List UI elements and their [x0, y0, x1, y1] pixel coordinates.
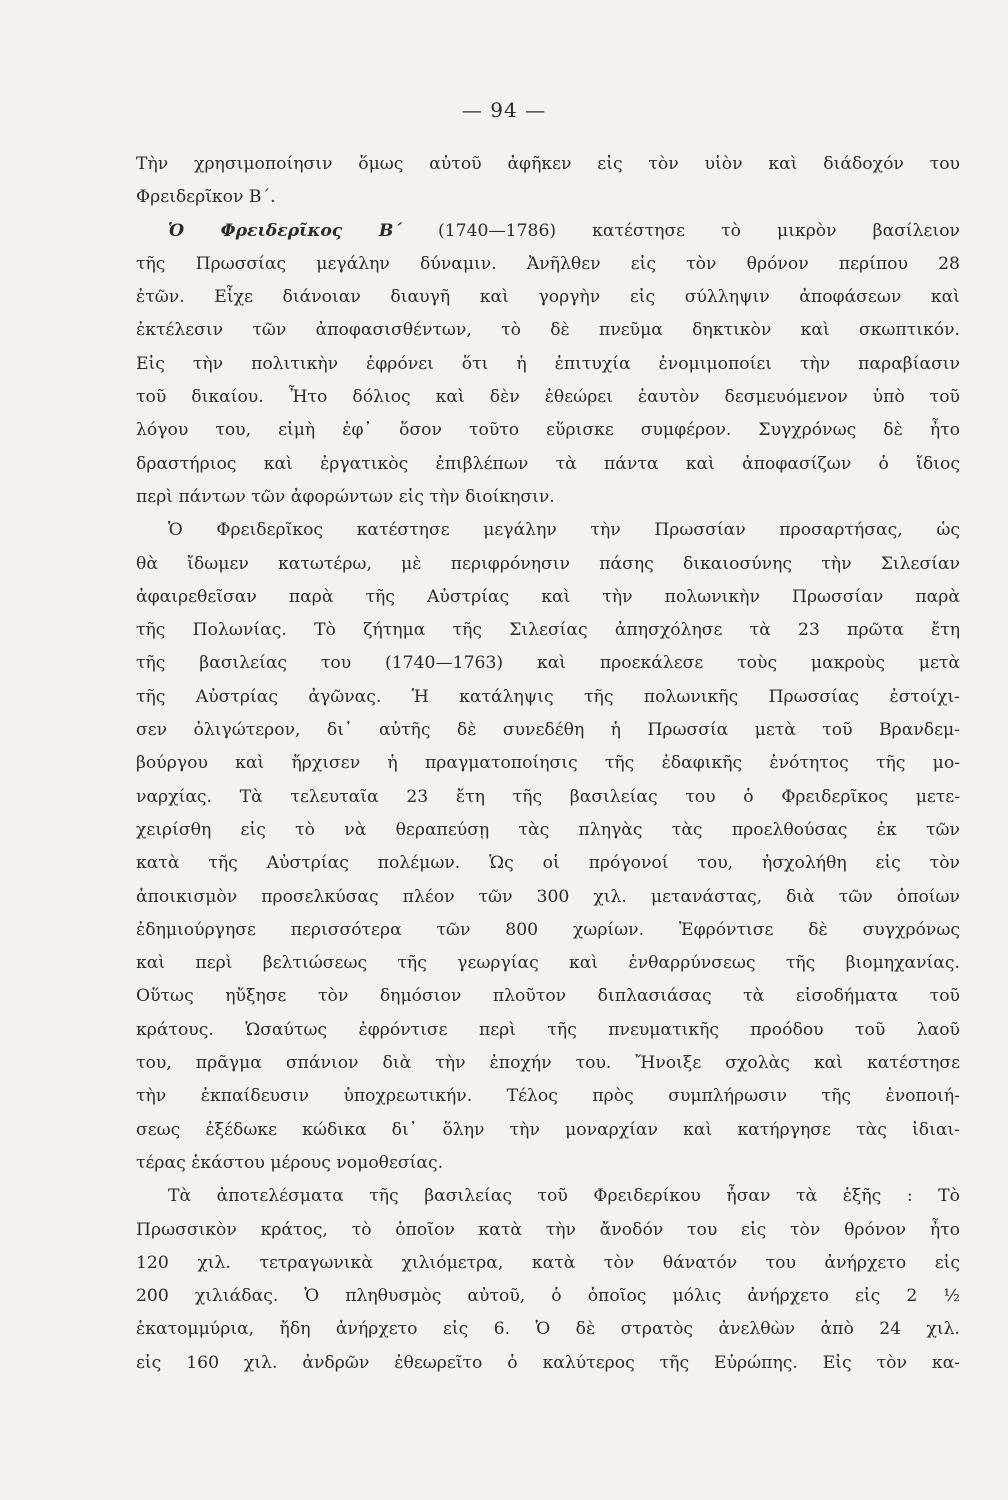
text-line: ἐκτέλεσιν τῶν ἀποφασισθέντων, τὸ δὲ πνεῦμα δηκτικὸν καὶ σκωπτικόν. — [136, 320, 960, 341]
text-line: θὰ ἴδωμεν κατωτέρω, μὲ περιφρόνησιν πάσης δικαιοσύνης τὴν Σιλεσίαν — [136, 553, 960, 574]
text-line: Εἰς τὴν πολιτικὴν ἐφρόνει ὅτι ἡ ἐπιτυχία ἐνομιμοποίει τὴν παραβίασιν — [136, 353, 960, 374]
text-line: τέρας ἑκάστου μέρους νομοθεσίας. — [136, 1152, 444, 1173]
text-line: τῆς Πρωσσίας μεγάλην δύναμιν. Ἀνῆλθεν εἰς τὸν θρόνον περίπου 28 — [136, 253, 960, 274]
text-line: λόγου του, εἰμὴ ἐφ᾽ ὅσον τοῦτο εὕρισκε συμφέρον. Συγχρόνως δὲ ἦτο — [136, 420, 960, 441]
text-line: τὴν ἐκπαίδευσιν ὑποχρεωτικήν. Τέλος πρὸς συμπλήρωσιν τῆς ἑνοποιή- — [136, 1086, 960, 1107]
page-number: — 94 — — [461, 98, 547, 122]
text-line: Τὰ ἀποτελέσματα τῆς βασιλείας τοῦ Φρειδερίκου ἦσαν τὰ ἑξῆς : Τὸ — [168, 1186, 960, 1207]
text-line: βούργου καὶ ἤρχισεν ἡ πραγματοποίησις τῆς ἐδαφικῆς ἑνότητος τῆς μο- — [136, 753, 960, 774]
paragraph-heading-line — [136, 215, 960, 248]
text-line: καὶ περὶ βελτιώσεως τῆς γεωργίας καὶ ἐνθαρρύνσεως τῆς βιομηχανίας. — [136, 953, 960, 974]
text-line: κατὰ τῆς Αὐστρίας πολέμων. Ὡς οἱ πρόγονοί του, ἠσχολήθη εἰς τὸν — [136, 853, 960, 874]
text-line: εἰς 160 χιλ. ἀνδρῶν ἐθεωρεῖτο ὁ καλύτερος τῆς Εὐρώπης. Εἰς τὸν κα- — [136, 1352, 960, 1373]
section-heading: Ὁ Φρειδερῖκος Β΄ — [168, 220, 402, 241]
text-line: 120 χιλ. τετραγωνικὰ χιλιόμετρα, κατὰ τὸν θάνατόν του ἀνήρχετο εἰς — [136, 1252, 960, 1273]
text-line: σεως ἐξέδωκε κώδικα δι᾽ ὅλην τὴν μοναρχίαν καὶ κατήργησε τὰς ἰδιαι- — [136, 1119, 960, 1140]
text-line: σεν ὀλιγώτερον, δι᾽ αὐτῆς δὲ συνεδέθη ἡ Πρωσσία μετὰ τοῦ Βρανδεμ- — [136, 720, 960, 741]
text-line: ναρχίας. Τὰ τελευταῖα 23 ἔτη τῆς βασιλείας του ὁ Φρειδερῖκος μετε- — [136, 786, 960, 807]
text-line: κράτους. Ὡσαύτως ἐφρόντισε περὶ τῆς πνευματικῆς προόδου τοῦ λαοῦ — [136, 1019, 960, 1040]
text-line: Οὕτως ηὔξησε τὸν δημόσιον πλοῦτον διπλασιάσας τὰ εἰσοδήματα τοῦ — [136, 986, 960, 1007]
text-line: ἐτῶν. Εἶχε διάνοιαν διαυγῆ καὶ γοργὴν εἰς σύλληψιν ἀποφάσεων καὶ — [136, 287, 960, 308]
text-line: ἀποικισμὸν προσελκύσας πλέον τῶν 300 χιλ. μετανάστας, διὰ τῶν ὁποίων — [136, 886, 960, 907]
text-line: τῆς Πολωνίας. Τὸ ζήτημα τῆς Σιλεσίας ἀπησχόλησε τὰ 23 πρῶτα ἔτη — [136, 620, 960, 641]
text-line: Ὁ Φρειδερῖκος κατέστησε μεγάλην τὴν Πρωσσίαν προσαρτήσας, ὡς — [168, 520, 960, 541]
text-line: τῆς βασιλείας του (1740—1763) καὶ προεκάλεσε τοὺς μακροὺς μετὰ — [136, 653, 960, 674]
text-line: περὶ πάντων τῶν ἀφορώντων εἰς τὴν διοίκησιν. — [136, 486, 555, 507]
text-line: Τὴν χρησιμοποίησιν ὅμως αὐτοῦ ἀφῆκεν εἰς τὸν υἱὸν καὶ διάδοχόν του — [136, 154, 960, 174]
text-line: του, πρᾶγμα σπάνιον διὰ τὴν ἐποχήν του. Ἤνοιξε σχολὰς καὶ κατέστησε — [136, 1053, 960, 1074]
text-line: τοῦ δικαίου. Ἦτο δόλιος καὶ δὲν ἐθεώρει ἑαυτὸν δεσμευόμενον ὑπὸ τοῦ — [136, 387, 960, 408]
text-line: δραστήριος καὶ ἐργατικὸς ἐπιβλέπων τὰ πάντα καὶ ἀποφασίζων ὁ ἴδιος — [136, 453, 960, 474]
text-line: 200 χιλιάδας. Ὁ πληθυσμὸς αὐτοῦ, ὁ ὁποῖος μόλις ἀνήρχετο εἰς 2 ½ — [136, 1286, 960, 1307]
text-line: χειρίσθη εἰς τὸ νὰ θεραπεύσῃ τὰς πληγὰς τὰς προελθούσας ἐκ τῶν — [136, 819, 960, 840]
text-line: Πρωσσικὸν κράτος, τὸ ὁποῖον κατὰ τὴν ἄνοδόν του εἰς τὸν θρόνον ἦτο — [136, 1219, 960, 1240]
text-line: ἀφαιρεθεῖσαν παρὰ τῆς Αὐστρίας καὶ τὴν πολωνικὴν Πρωσσίαν παρὰ — [136, 586, 960, 607]
text-line: ἐδημιούργησε περισσότερα τῶν 800 χωρίων. Ἐφρόντισε δὲ συγχρόνως — [136, 919, 960, 940]
text-line: τῆς Αὐστρίας ἀγῶνας. Ἡ κατάληψις τῆς πολωνικῆς Πρωσσίας ἐστοίχι- — [136, 686, 960, 707]
text-line: ἑκατομμύρια, ἤδη ἀνήρχετο εἰς 6. Ὁ δὲ στρατὸς ἀνελθὼν ἀπὸ 24 χιλ. — [136, 1319, 960, 1340]
text-line: Φρειδερῖκον Β΄. — [136, 187, 276, 208]
heading-line-rest: (1740—1786) κατέστησε τὸ μικρὸν βασίλειον — [401, 220, 960, 241]
body-text — [136, 148, 960, 1380]
